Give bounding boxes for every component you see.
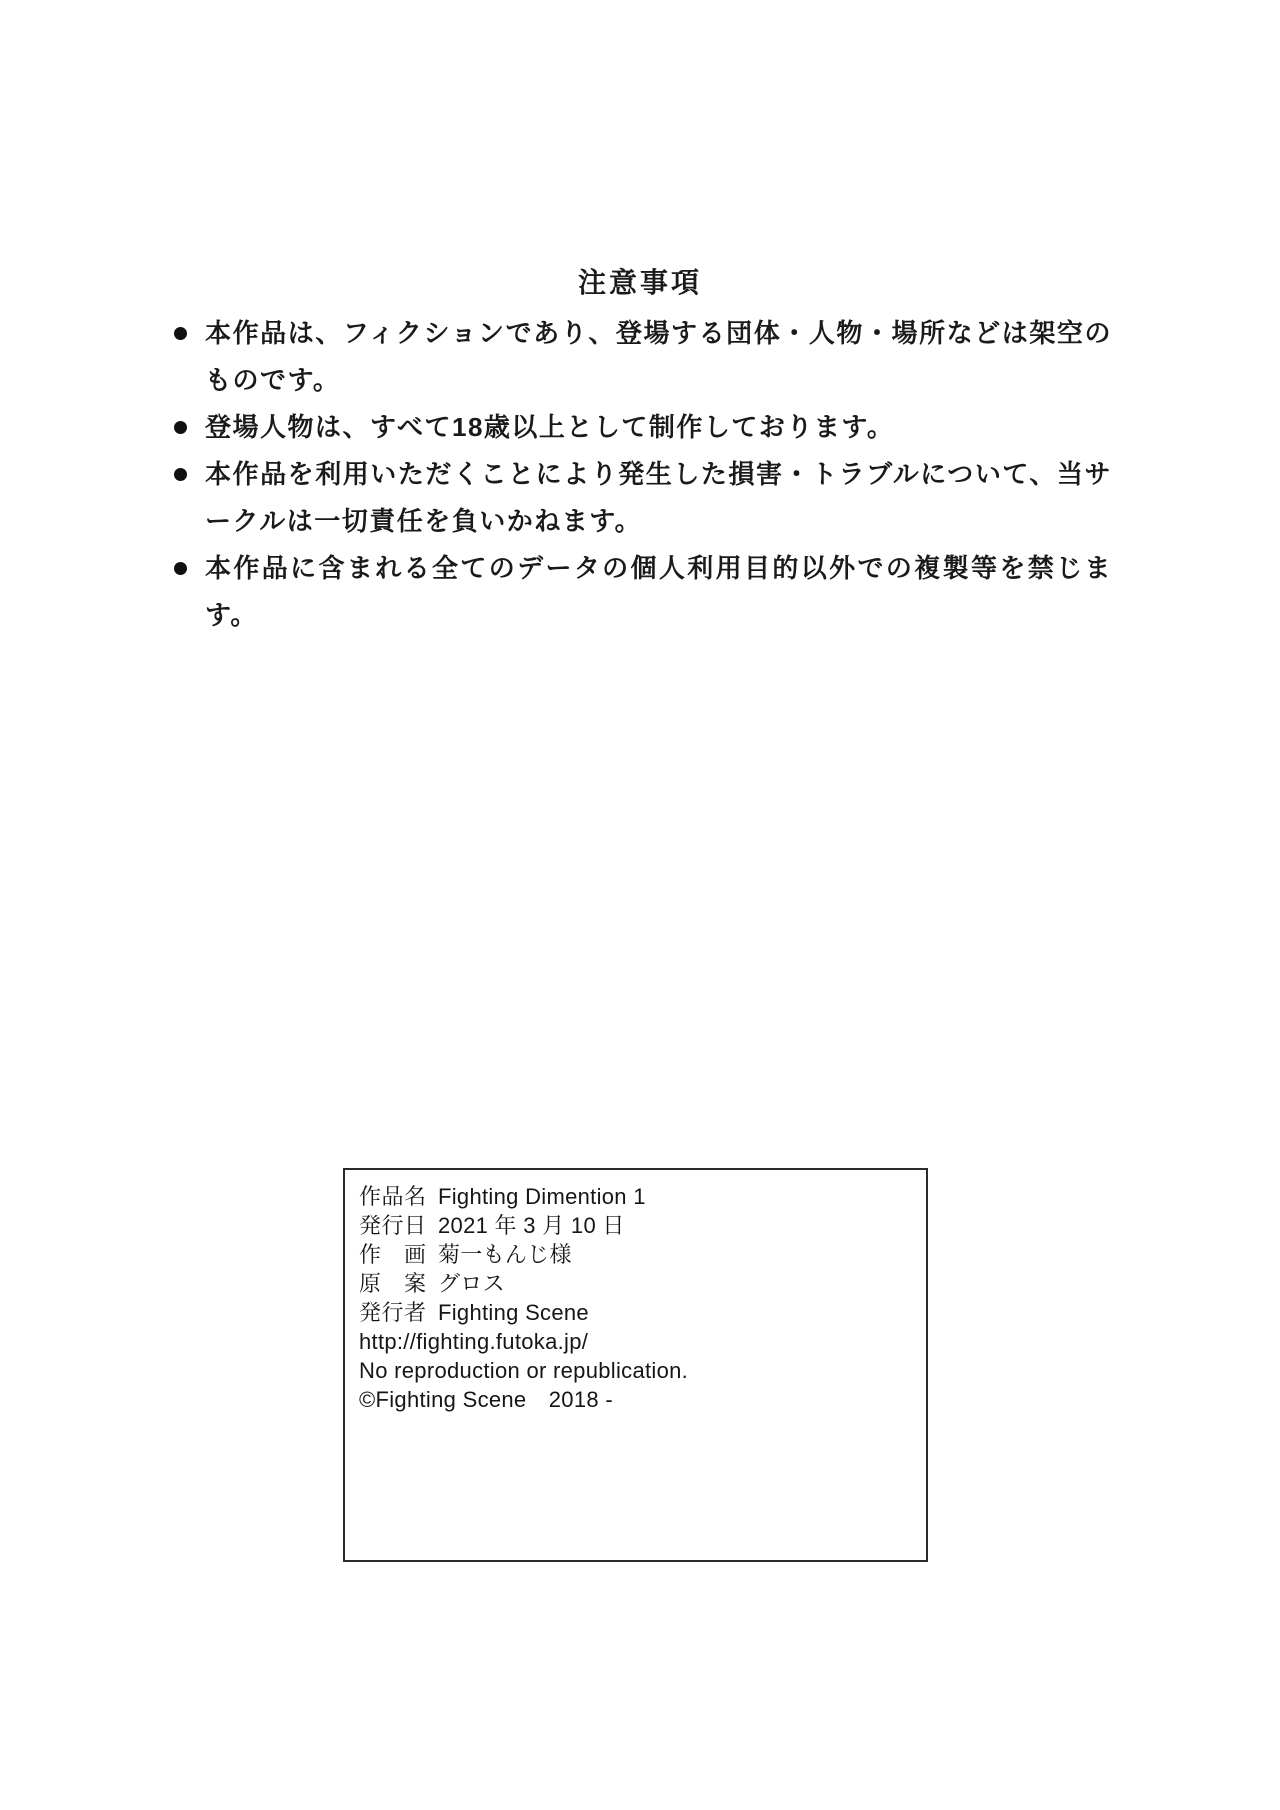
colophon-row	[359, 1240, 908, 1269]
colophon-copyright: ©Fighting Scene 2018 -	[359, 1387, 613, 1412]
notice-item	[172, 545, 1112, 639]
bullet-icon	[174, 562, 187, 575]
notice-item-text: 登場人物は、すべて18歳以上として制作しております。	[205, 412, 895, 442]
notice-item-text: 本作品を利用いただくことにより発生した損害・トラブルについて、当サークルは一切責任を負いかねます。	[205, 459, 1112, 536]
colophon-label: 原 案	[359, 1271, 427, 1296]
colophon-value: Fighting Dimention 1	[438, 1184, 646, 1209]
bullet-icon	[174, 421, 187, 434]
colophon-box	[343, 1168, 928, 1562]
colophon-label: 作品名	[359, 1184, 427, 1209]
page-title: 注意事項	[577, 267, 702, 298]
colophon-url: http://fighting.futoka.jp/	[359, 1329, 589, 1354]
notice-item	[172, 310, 1112, 404]
colophon-value: Fighting Scene	[438, 1300, 589, 1325]
colophon-label: 作 画	[359, 1242, 427, 1267]
bullet-icon	[174, 327, 187, 340]
colophon-no-reproduction-note: No reproduction or republication.	[359, 1358, 689, 1383]
notice-item	[172, 404, 1112, 451]
colophon-row	[359, 1182, 908, 1211]
colophon-value: 菊一もんじ様	[438, 1242, 572, 1267]
notice-item-text: 本作品に含まれる全てのデータの個人利用目的以外での複製等を禁じます。	[205, 553, 1112, 630]
colophon-label: 発行者	[359, 1300, 427, 1325]
bullet-icon	[174, 468, 187, 481]
notice-list	[0, 310, 1280, 639]
colophon-label: 発行日	[359, 1213, 427, 1238]
notice-item-text: 本作品は、フィクションであり、登場する団体・人物・場所などは架空のものです。	[205, 318, 1112, 395]
colophon-row	[359, 1269, 908, 1298]
colophon-row	[359, 1211, 908, 1240]
colophon-value: グロス	[438, 1271, 505, 1296]
notice-item	[172, 451, 1112, 545]
colophon-row	[359, 1298, 908, 1327]
colophon-value: 2021 年 3 月 10 日	[438, 1213, 625, 1238]
